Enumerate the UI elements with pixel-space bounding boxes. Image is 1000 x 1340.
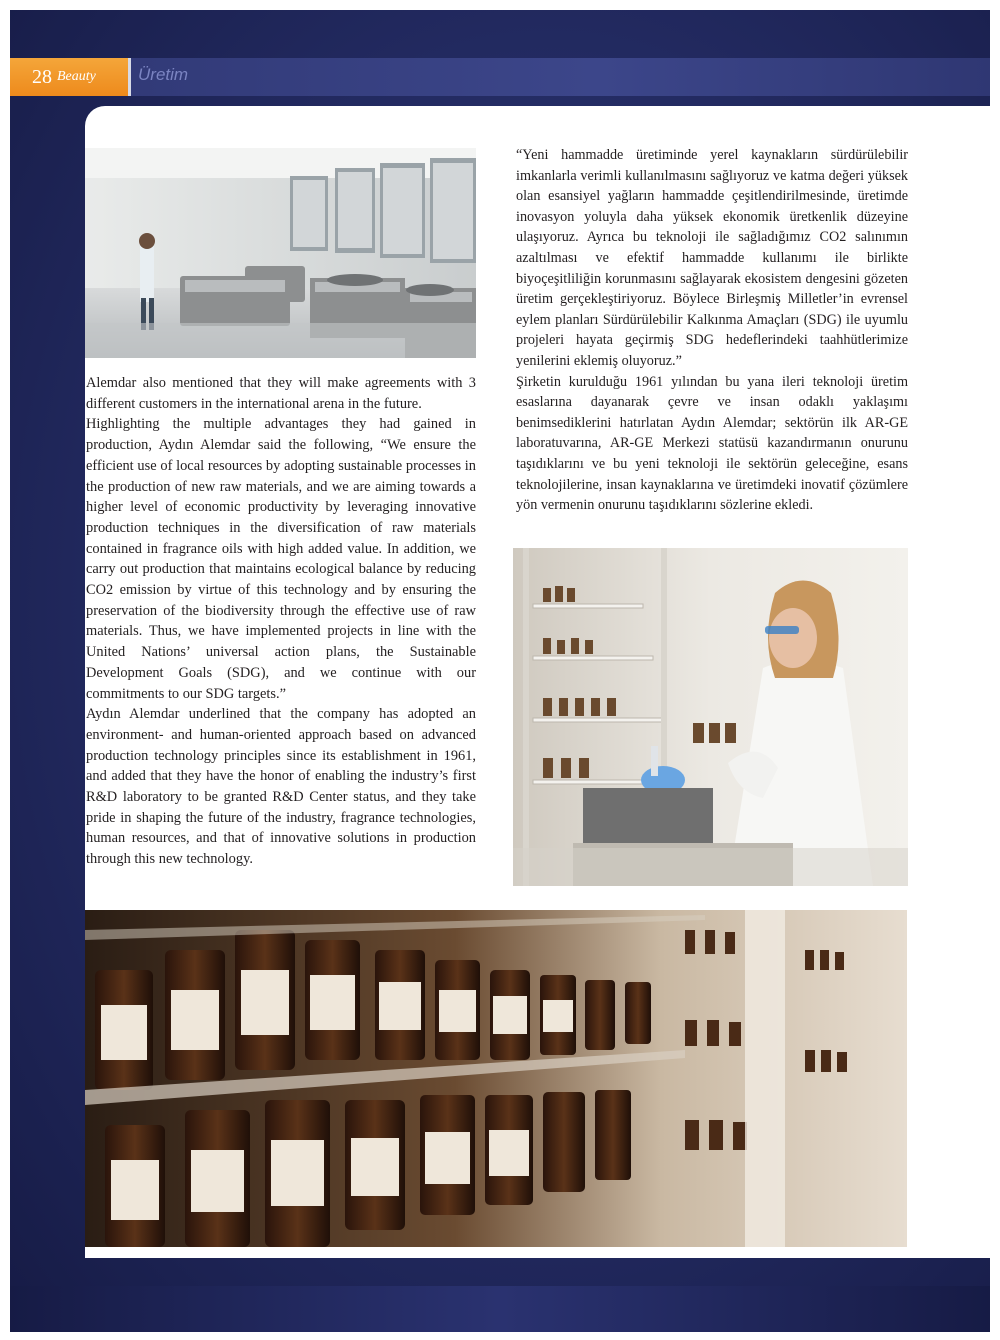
paragraph: Highlighting the multiple advantages they had gained in production, Aydın Alemdar said the following, “We ensure the efficient use of local resources by adopting sustainable processes in the production of new raw materials, and we are aiming towards a higher level of economic productivity by leveraging innovative production techniques in the diversification of raw materials contained in fragrance oils with high added value. In addition, we carry out production that maintains ecological balance by reducing CO2 emission by virtue of this technology and by ensuring the preservation of the biodiversity through the effective use of raw materials. Thus, we have implemented projects in line with the United Nations’ universal action plans, the Sustainable Development Goals (SDG), and we continue with our commitments to our SDG targets.”: [86, 416, 476, 702]
paragraph: Alemdar also mentioned that they will make agreements with 3 different customers in the international arena in the future.: [86, 375, 476, 412]
photo-production-lab: [85, 148, 476, 358]
article-column-left: [86, 373, 476, 870]
photo-bottle-shelves: [85, 910, 907, 1247]
paragraph: Aydın Alemdar underlined that the company has adopted an environment- and human-oriented approach based on advanced production technology principles since its establishment in 1961, and added that they have the honor of enabling the industry’s first R&D laboratory to be granted R&D Center status, and they take pride in shaping the future of the industry, fragrance technologies, human resources, and that of innovative solutions in production through this new technology.: [86, 706, 476, 868]
page-number-tab: [10, 58, 128, 96]
article-column-right: [516, 145, 908, 516]
section-title: Üretim: [138, 65, 189, 84]
bottom-band: [10, 1286, 990, 1332]
photo-chemist: [513, 548, 908, 886]
paragraph: Şirketin kurulduğu 1961 yılından bu yana ileri teknoloji üretim esaslarına dayanarak çevre ve insan odaklı yaklaşımı benimsediklerini hatırlatan Aydın Alemdar; sektörün ilk AR-GE laboratuvarına, AR-GE Merkezi statüsü kazandırmanın onurunu taşıdıklarını ve bu yeni teknoloji ile sektörün geleceğine, esans teknolojilerine, insan kaynaklarına ve üretimdeki inovatif çözümlere yön vermenin onurunu taşıdıklarını sözlerine ekledi.: [516, 373, 908, 514]
paragraph: “Yeni hammadde üretiminde yerel kaynakların sürdürülebilir imkanlarla verimli kullanılmasını sağlıyoruz ve katma değeri yüksek olan esansiyel yağların hammadde çeşitlendirilmesinde, üretimde inovasyon yoluyla daha yüksek ekonomik üretkenlik düzeyine ulaşıyoruz. Ayrıca bu teknoloji ile sağladığımız CO2 salınımın azaltılması ve efektif hammadde kullanımı ile birlikte biyoçeşitliliğin korunmasını sağlayarak ekosistem dengesini gözeten üretim gerçekleştiriyoruz. Böylece Birleşmiş Milletler’in evrensel eylem planları Sürdürülebilir Kalkınma Amaçları (SDG) ile uyumlu projeleri hayata geçirmiş SDG hedeflerindeki taahhütlerimize yenilerini eklemiş oluyoruz.”: [516, 147, 908, 369]
page-number: 28: [32, 65, 52, 88]
tab-divider: [128, 58, 131, 96]
magazine-name: Beauty: [57, 69, 96, 84]
